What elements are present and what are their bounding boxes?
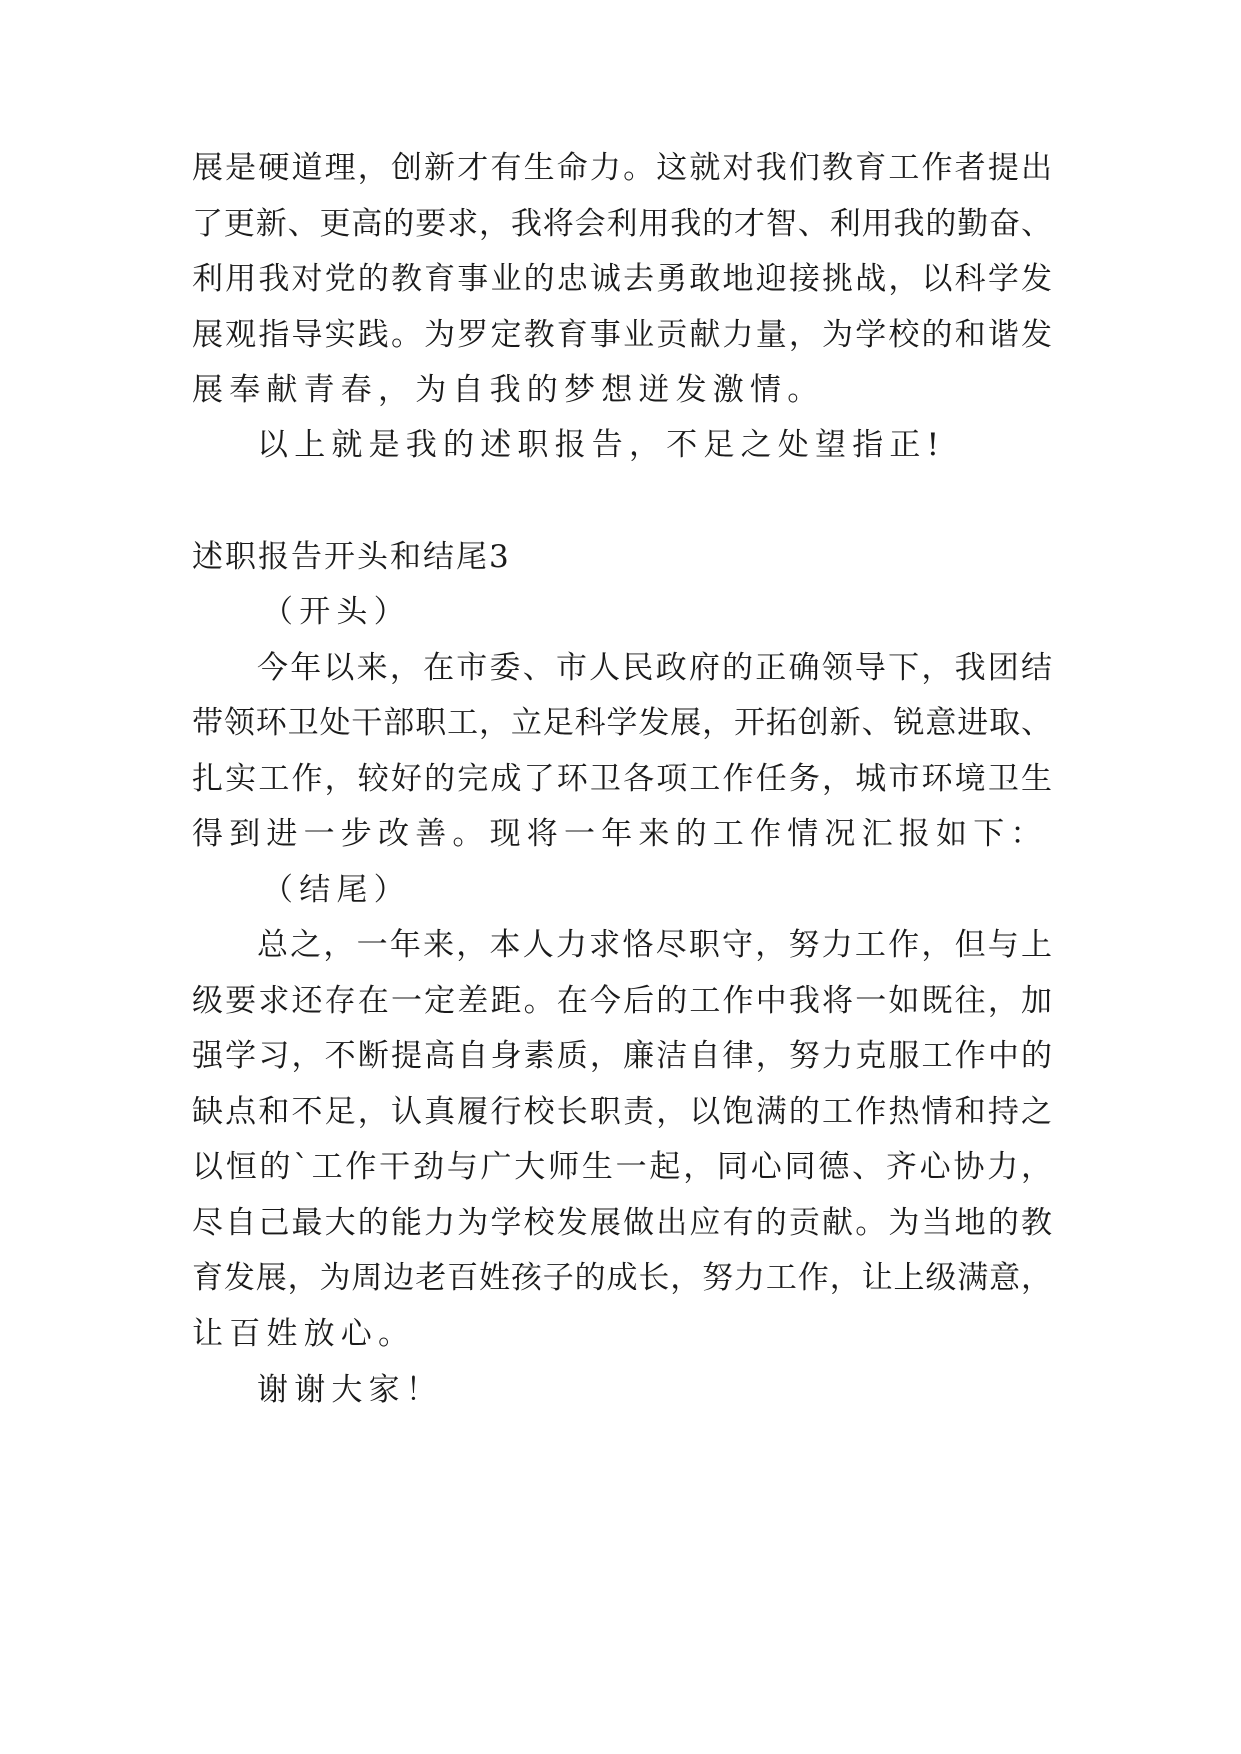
ending-text-line: 级要求还存在一定差距。在今后的工作中我将一如既往，加 (192, 983, 1052, 1019)
thanks-text: 谢谢大家！ (257, 1372, 443, 1408)
body-text-line: 利用我对党的教育事业的忠诚去勇敢地迎接挑战，以科学发 (192, 261, 1052, 297)
body-text-line: 了更新、更高的要求，我将会利用我的才智、利用我的勤奋、 (192, 206, 1052, 242)
body-text-line: 展奉献青春，为自我的梦想迸发激情。 (192, 372, 825, 408)
ending-text-line: 强学习，不断提高自身素质，廉洁自律，努力克服工作中的 (192, 1038, 1052, 1074)
opening-text-line: 得到进一步改善。现将一年来的工作情况汇报如下： (192, 816, 1048, 852)
closing-sentence: 以上就是我的述职报告，不足之处望指正! (257, 427, 946, 463)
body-text-line: 展是硬道理，创新才有生命力。这就对我们教育工作者提出 (192, 150, 1052, 186)
body-text-line: 展观指导实践。为罗定教育事业贡献力量，为学校的和谐发 (192, 317, 1052, 353)
opening-label: （开头） (262, 594, 411, 630)
section-title: 述职报告开头和结尾3 (192, 539, 511, 575)
ending-text-line: 尽自己最大的能力为学校发展做出应有的贡献。为当地的教 (192, 1205, 1052, 1241)
ending-text-line: 缺点和不足，认真履行校长职责，以饱满的工作热情和持之 (192, 1094, 1052, 1130)
opening-text-line: 带领环卫处干部职工，立足科学发展，开拓创新、锐意进取、 (192, 705, 1052, 741)
ending-text-line: 育发展，为周边老百姓孩子的成长，努力工作，让上级满意， (192, 1260, 1052, 1296)
ending-label: （结尾） (262, 872, 411, 908)
ending-text-line: 让百姓放心。 (192, 1316, 416, 1352)
ending-text-line: 总之，一年来，本人力求恪尽职守，努力工作，但与上 (257, 927, 1052, 963)
ending-text-line: 以恒的`工作干劲与广大师生一起，同心同德、齐心协力， (192, 1149, 1052, 1185)
opening-text-line: 扎实工作，较好的完成了环卫各项工作任务，城市环境卫生 (192, 761, 1052, 797)
opening-text-line: 今年以来，在市委、市人民政府的正确领导下，我团结 (257, 650, 1052, 686)
